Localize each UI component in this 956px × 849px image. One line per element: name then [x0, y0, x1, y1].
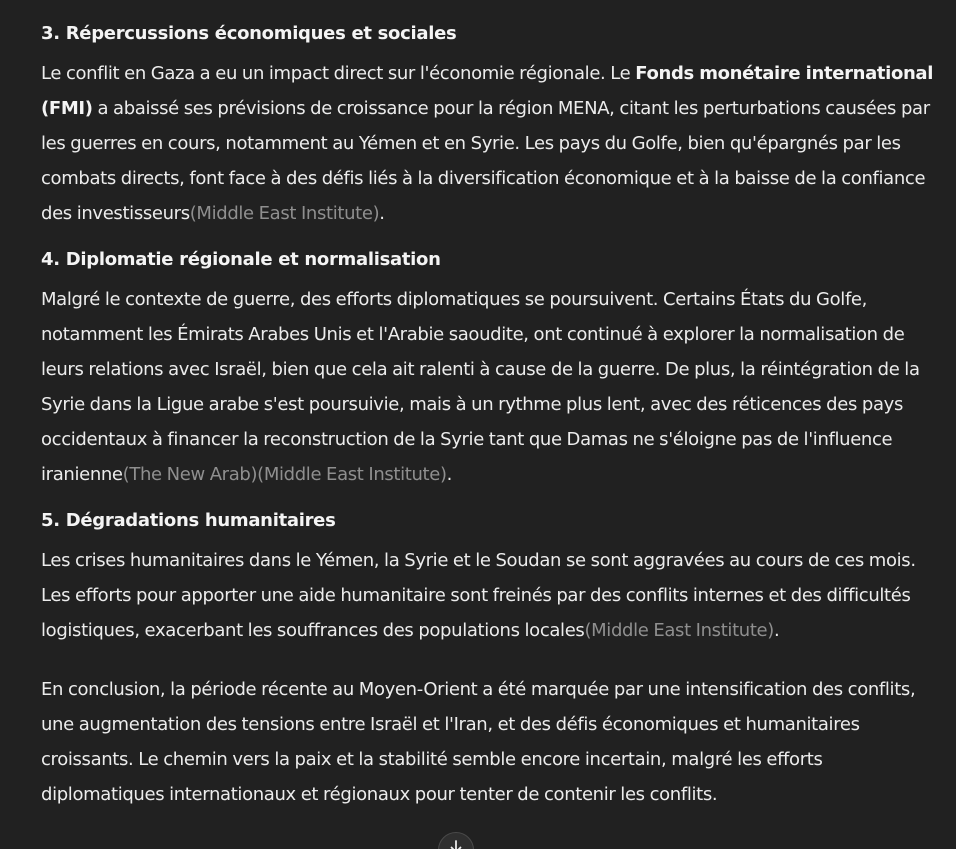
- arrow-down-icon: [448, 839, 464, 849]
- paragraph-text: Malgré le contexte de guerre, des efforts diplomatiques se poursuivent. Certains États du Golfe, notamment les Émirats Arabes Unis et l'Arabie saoudite, ont continué à explorer la normalisation de leurs relations avec Israël, bien que cela ait ralenti à cause de la guerre. De plus, la réintégration de la Syrie dans la Ligue arabe s'est poursuivie, mais à un rythme plus lent, avec des réticences des pays occidentaux à financer la reconstruction de la Syrie tant que Damas ne s'éloigne pas de l'influence iranienne: [41, 289, 920, 485]
- section-heading-economic: 3. Répercussions économiques et sociales: [41, 23, 457, 44]
- section-heading-humanitarian: 5. Dégradations humanitaires: [41, 510, 336, 531]
- paragraph-end: .: [379, 203, 385, 224]
- citation-link-the-new-arab[interactable]: (The New Arab): [122, 464, 258, 485]
- conclusion-paragraph: En conclusion, la période récente au Moyen-Orient a été marquée par une intensification des conflits, une augmentation des tensions entre Israël et l'Iran, et des défis économiques et humanitaires croissants. Le chemin vers la paix et la stabilité semble encore incertain, malgré les efforts diplomatiques internationaux et régionaux pour tenter de contenir les conflits.: [41, 679, 916, 805]
- paragraph-end: .: [446, 464, 453, 485]
- section-paragraph-economic: [41, 56, 936, 231]
- citation-link-middle-east-institute[interactable]: (Middle East Institute): [257, 464, 447, 485]
- citation-link-middle-east-institute[interactable]: (Middle East Institute): [584, 620, 774, 641]
- chat-message-content: [41, 19, 936, 812]
- paragraph-text: a abaissé ses prévisions de croissance pour la région MENA, citant les perturbations causées par les guerres en cours, notamment au Yémen et en Syrie. Les pays du Golfe, bien qu'épargnés par les combats directs, font face à des défis liés à la diversification économique et à la baisse de la confiance des investisseurs: [41, 98, 930, 224]
- paragraph-text: Le conflit en Gaza a eu un impact direct sur l'économie régionale. Le: [41, 63, 636, 84]
- section-heading-diplomacy: 4. Diplomatie régionale et normalisation: [41, 249, 441, 270]
- section-paragraph-diplomacy: [41, 282, 936, 492]
- citation-link-middle-east-institute[interactable]: (Middle East Institute): [189, 203, 380, 224]
- section-paragraph-humanitarian: [41, 543, 936, 648]
- paragraph-text: Les crises humanitaires dans le Yémen, la Syrie et le Soudan se sont aggravées au cours de ces mois. Les efforts pour apporter une aide humanitaire sont freinés par des conflits internes et des difficultés logistiques, exacerbant les souffrances des populations locales: [41, 550, 916, 641]
- paragraph-end: .: [773, 620, 780, 641]
- scroll-to-bottom-button[interactable]: [438, 832, 474, 849]
- bold-term-fmi: Fonds monétaire international (FMI): [41, 63, 934, 119]
